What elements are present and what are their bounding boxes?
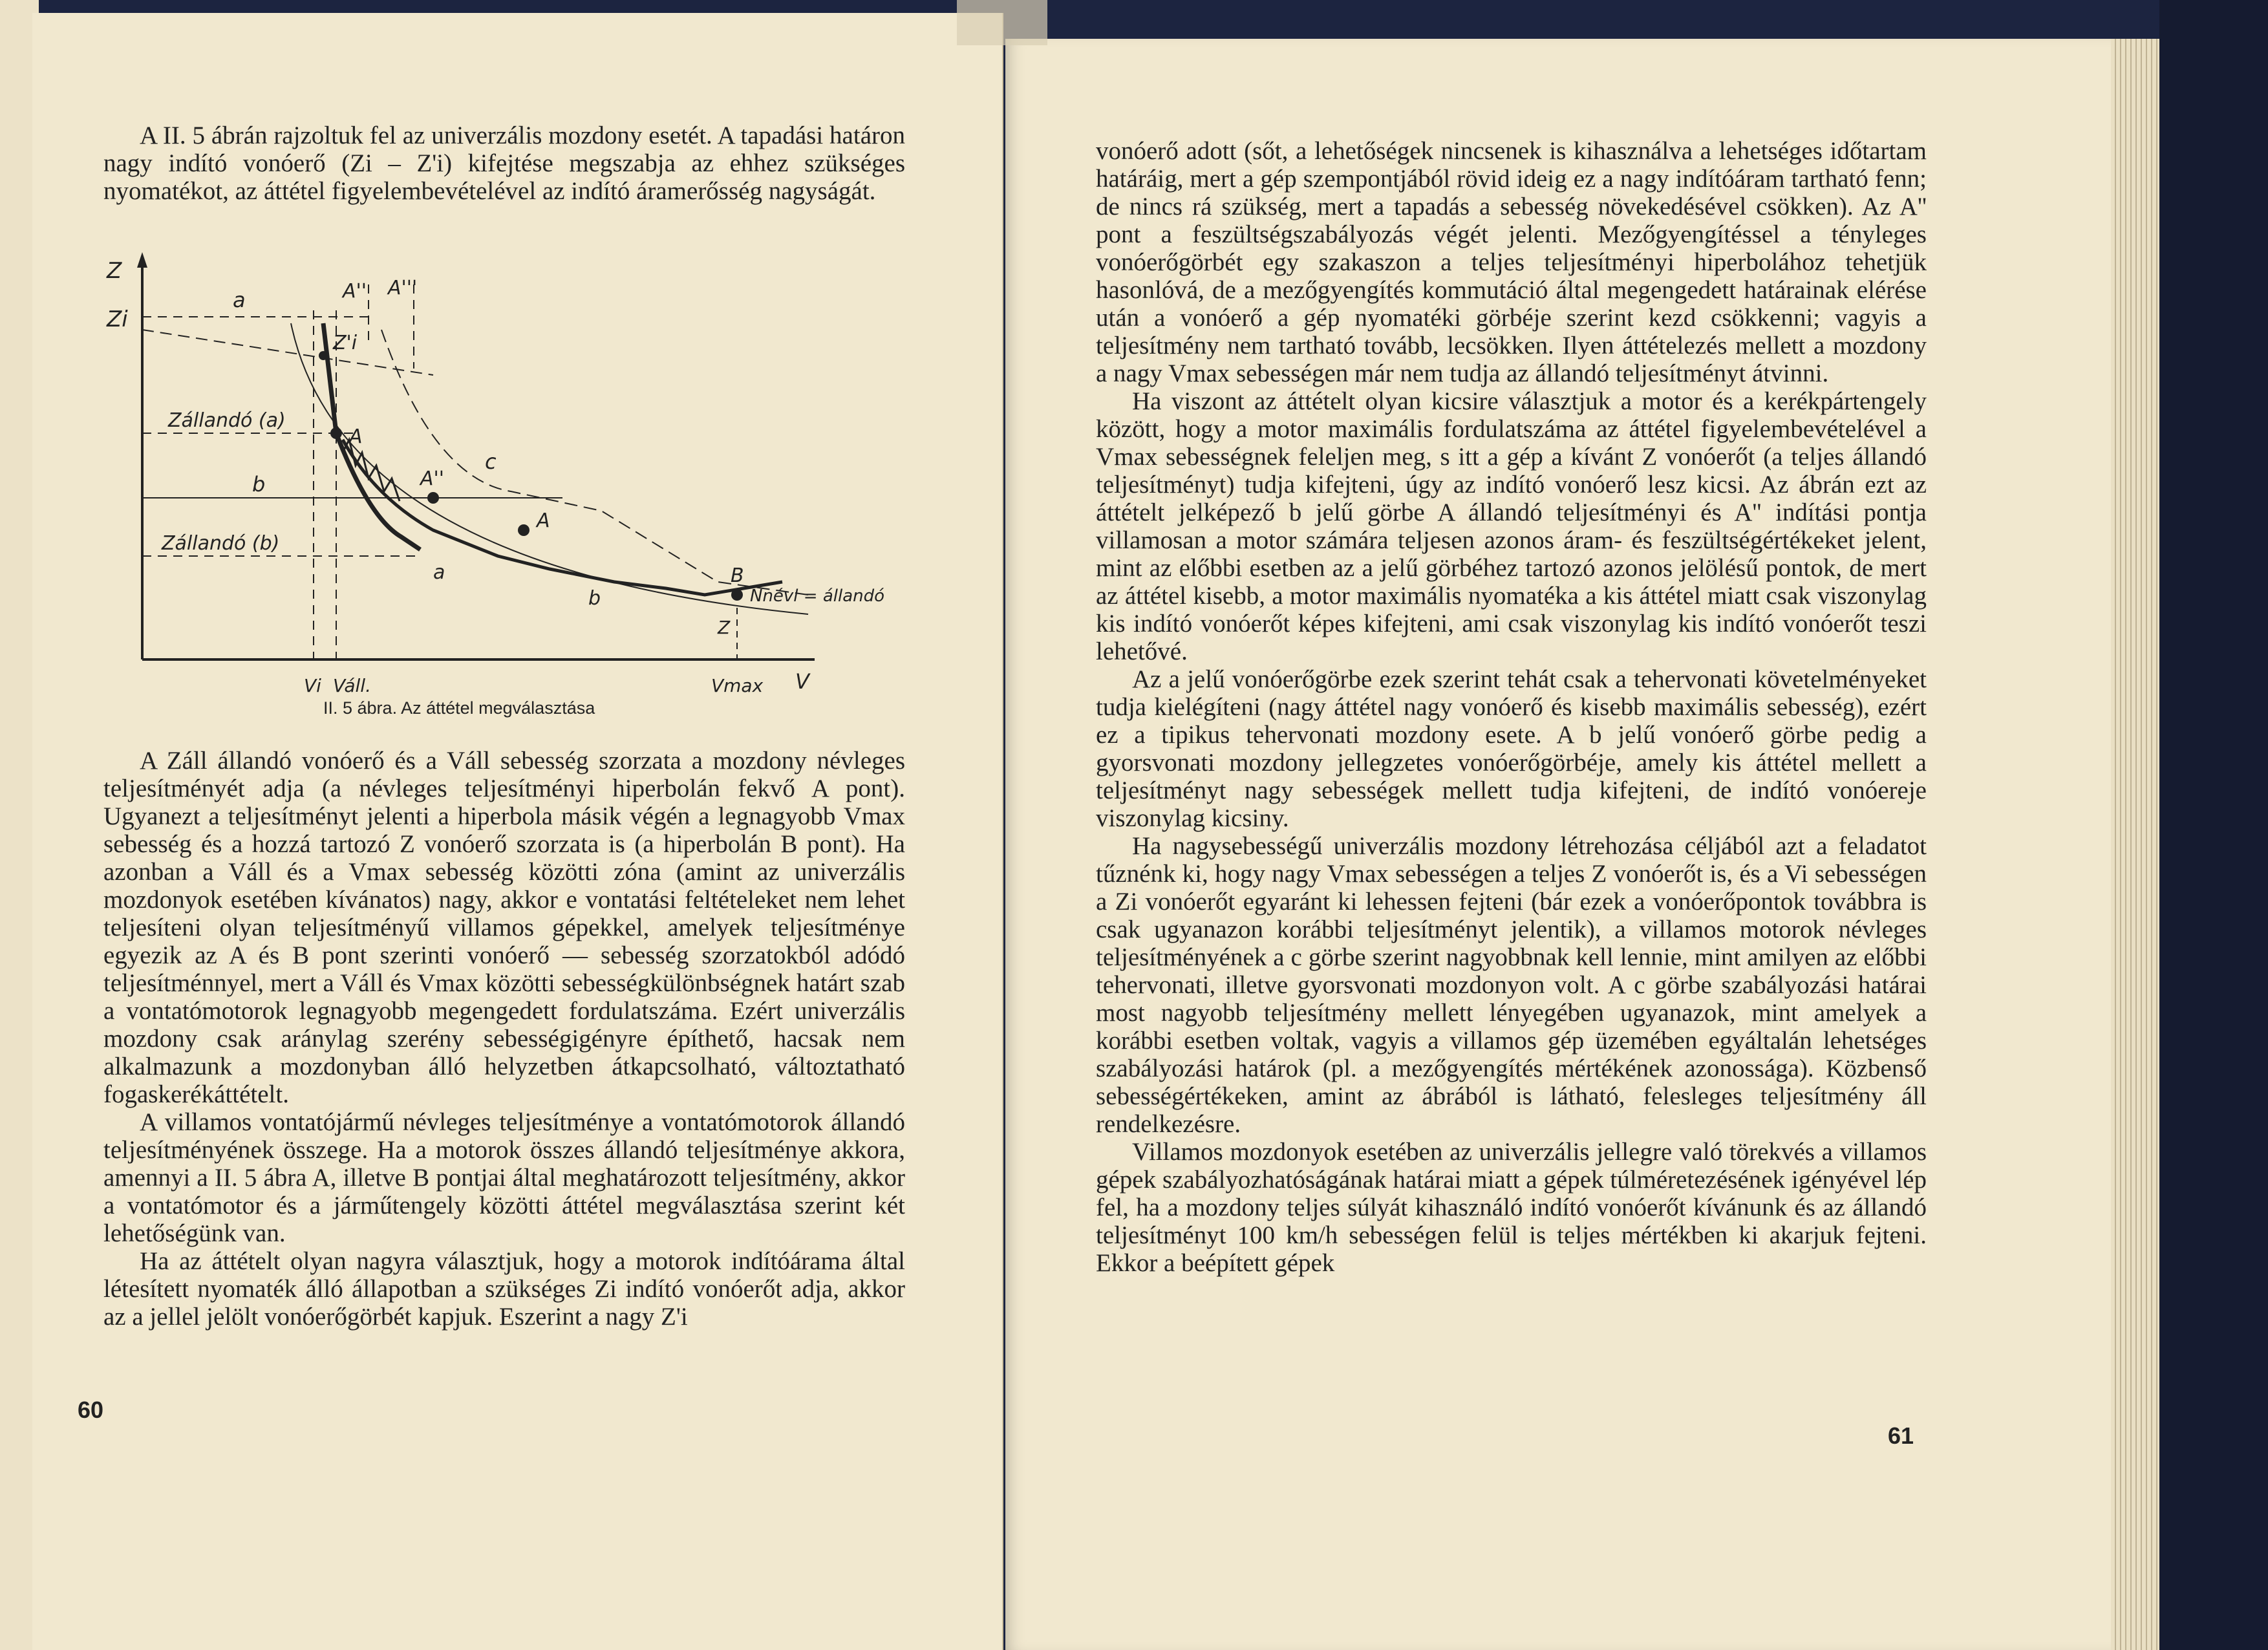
paragraph-r1: vonóerő adott (sőt, a lehetőségek nincsenek is kihasználva a lehetséges időtartam határáig, mert a gép szempontjából rövid ideig ez a nagy indítóáram tartható fenn; de nincs rá szükség, mert a tapadás a sebesség növekedésével csökken). Az A'' pont a feszültségszabályozás végét jelenti. Mezőgyengítéssel a tényleges vonóerőgörbét egy szakaszon a teljes teljesítményi hiperbolához tehetjük hasonlóvá, de a mezőgyengítés kommutáció által megengedett határainak elérése után a vonóerő a gép nyomatéki görbéje szerint kezd csökkenni; vagyis a teljesítmény nem tartható tovább, lecsökken. Ilyen áttételezés mellett a mozdony a nagy Vmax sebességen már nem tudja az állandó teljesítményt átvinni. bbox=[1096, 137, 1927, 387]
label-z-lower: Z bbox=[718, 617, 731, 638]
label-axis-v: V bbox=[795, 669, 809, 694]
right-body-text bbox=[1096, 137, 1927, 1277]
book-cover-background bbox=[2159, 0, 2268, 1650]
label-A-mid: A bbox=[537, 509, 550, 532]
label-A-upper: A bbox=[349, 425, 363, 448]
label-zi: Zi bbox=[107, 306, 128, 332]
left-body-text bbox=[103, 747, 905, 1331]
page-edges bbox=[2111, 39, 2159, 1650]
point-zi-prime bbox=[319, 351, 328, 360]
label-A2-mid: A'' bbox=[420, 467, 445, 490]
paragraph-r5: Villamos mozdonyok esetében az univerzális jellegre való törekvés a villamos gépek szabályozhatóságának határai miatt a gépek túlméretezésének igényével lép fel, ha a mozdony teljes súlyát kihasználó indító vonóerőt kívánunk és az állandó teljesítményt 100 km/h sebességen felül is teljes mértékben ki akarjuk fejteni. Ekkor a beépített gépek bbox=[1096, 1138, 1927, 1277]
page-number-left: 60 bbox=[78, 1397, 104, 1423]
point-A2-mid bbox=[427, 492, 439, 504]
y-axis-arrow bbox=[137, 252, 147, 268]
figure-caption: II. 5 ábra. Az áttétel megválasztása bbox=[323, 698, 595, 718]
paragraph-2: A villamos vontatójármű névleges teljesítménye a vontatómotorok állandó teljesítményének összege. Ha a motorok összes állandó teljesítménye akkora, amennyi a II. 5 ábra A, illetve B pontjai által meghatározott teljesítmény, akkor a vontatómotor és a járműtengely közötti áttétel megválasztása szerint két lehetőségünk van. bbox=[103, 1108, 905, 1247]
label-zi-prime: Z'i bbox=[333, 332, 358, 354]
paragraph-r4: Ha nagysebességű univerzális mozdony létrehozása céljából azt a feladatot tűznénk ki, hogy nagy Vmax sebességen a teljes Z vonóerőt is, és a Vi sebességen a Zi vonóerőt egyaránt ki lehessen fejteni (bár ezek a vonóerőpontok továbbra is csak ugyanazon korábbi teljesítményt jelentik), a villamos motorok névleges teljesítményének a c görbe szerint nagyobbnak kell lennie, mint amilyen az előbbi tehervonati, illetve gyorsvonati mozdonyon volt. A c görbe szabályozási határai most nagyobb teljesítmény mellett lényegében ugyanazok, mint amelyek a korábbi esetben voltak, vagyis a villamos gép üzemében egyáltalán lehetséges szabályozási határok (pl. a mezőgyengítés mértékének azonossága). Közbenső sebességértékeken, amint az ábrából is látható, felesleges teljesítmény áll rendelkezésre. bbox=[1096, 832, 1927, 1138]
label-a-top: a bbox=[233, 288, 246, 312]
label-b-upper: b bbox=[252, 472, 266, 497]
label-nnevl: Nnévl = állandó bbox=[750, 586, 885, 606]
point-B bbox=[731, 589, 743, 601]
paragraph-1: A Záll állandó vonóerő és a Váll sebesség szorzata a mozdony névleges teljesítményét adja (a névleges teljesítményi hiperbolán fekvő A pont). Ugyanezt a teljesítményt jelenti a hiperbola másik végén a legnagyobb Vmax sebesség és a hozzá tartozó Z vonóerő szorzata is (a hiperbolán B pont). Ha azonban a Váll és a Vmax sebesség közötti zóna (amint az univerzális mozdonyok esetében kívánatos) nagy, akkor e vontatási feltételeket nem lehet teljesíteni olyan teljesítményű villamos gépekkel, amelyek teljesítménye egyezik az A és B pont szerinti vonóerő — sebesség szorzatokból adódó teljesítménnyel, mert a Váll és Vmax közötti sebességkülönbségnek határt szab a vontatómotorok legnagyobb megengedett fordulatszáma. Ezért univerzális mozdony csak aránylag szerény sebességigényre építhető, hacsak nem alkalmazunk a mozdonyban álló helyzetben átkapcsolható, változtatható fogaskerékáttételt. bbox=[103, 747, 905, 1108]
curve-c bbox=[381, 330, 808, 595]
figure-gear-ratio bbox=[97, 246, 885, 698]
label-vi: Vi bbox=[304, 675, 321, 696]
label-c: c bbox=[485, 449, 497, 474]
label-axis-z: Z bbox=[107, 258, 122, 284]
label-vall: Váll. bbox=[333, 675, 371, 696]
curve-b bbox=[343, 440, 782, 595]
label-zallando-a: Zállandó (a) bbox=[168, 409, 286, 432]
label-b-lower: b bbox=[588, 587, 601, 610]
point-A-upper bbox=[330, 427, 342, 439]
label-a-mid: a bbox=[433, 561, 445, 584]
bookmark-ribbon bbox=[957, 0, 1047, 45]
paragraph-3: Ha az áttételt olyan nagyra választjuk, hogy a motorok indítóárama által létesített nyomaték álló állapotban a szükséges Zi indító vonóerőt adja, akkor az a jellel jelölt vonóerőgörbét kapjuk. Eszerint a nagy Z'i bbox=[103, 1247, 905, 1331]
point-A-mid bbox=[518, 524, 530, 536]
label-A2: A'' bbox=[343, 280, 367, 303]
label-zallando-b: Zállandó (b) bbox=[162, 532, 280, 555]
label-A3: A''' bbox=[388, 277, 418, 299]
page-number-right: 61 bbox=[1888, 1422, 1914, 1449]
label-vmax: Vmax bbox=[711, 675, 764, 696]
paragraph-r3: Az a jelű vonóerőgörbe ezek szerint tehát csak a tehervonati követelményeket tudja kielégíteni (nagy áttétel nagy vonóerő és kisebb maximális sebesség), ezért ez a tipikus tehervonati mozdony esete. A b jelű vonóerő görbe pedig a gyorsvonati mozdony jellegzetes vonóerőgörbéje, amely kis áttétel mellett a teljesítményt nagy sebességek mellett tudja kifejteni, de indító vonóereje viszonylag kicsiny. bbox=[1096, 665, 1927, 832]
left-intro-text bbox=[103, 122, 905, 205]
paragraph-r2: Ha viszont az áttételt olyan kicsire választjuk a motor és a kerékpártengely között, hogy a motor maximális fordulatszáma az áttétel figyelembevételével a Vmax sebességnek feleljen meg, s itt a gép a kívánt Z vonóerőt (a teljes állandó teljesítményt) tudja kifejteni, úgy az indító vonóerő lesz kicsi. Az ábrán ezt az áttételt jelképező b jelű görbe A állandó teljesítményi és A'' indítási pontja villamosan a motor számára teljesen azonos áram- és feszültségértékeket jelent, mint az előbbi esetben az a jelű görbéhez tartozó azonos jelölésű pontok, de mert az áttétel kisebb, a motor maximális nyomatéka a kis áttétel miatt csak viszonylag kis indító vonóerőt képes kifejteni, ami csak viszonylag kis indító vonóerőt teszi lehetővé. bbox=[1096, 387, 1927, 665]
figure-diagram bbox=[97, 246, 885, 698]
paragraph-intro: A II. 5 ábrán rajzoltuk fel az univerzális mozdony esetét. A tapadási határon nagy indító vonóerő (Zi – Z'i) kifejtése megszabja az ehhez szükséges nyomatékot, az áttétel figyelembevételével az indító áramerősség nagyságát. bbox=[103, 122, 905, 205]
label-B: B bbox=[731, 564, 744, 587]
